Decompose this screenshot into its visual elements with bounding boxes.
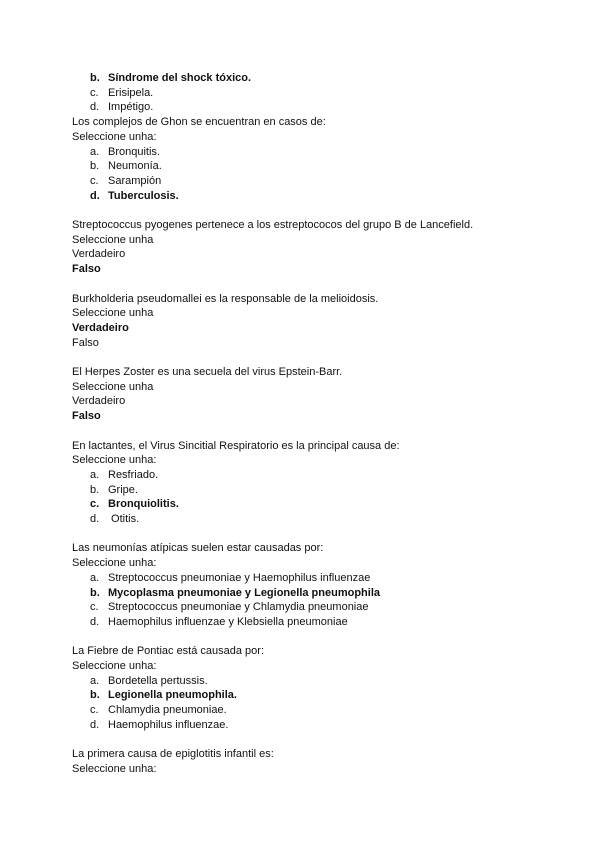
answer-option: c. Erisipela.	[90, 86, 154, 99]
select-prompt: Seleccione unha:	[72, 454, 157, 467]
question-8	[72, 644, 532, 732]
question-text: Los complejos de Ghon se encuentran en casos de:	[72, 116, 326, 129]
quiz-content	[72, 71, 532, 777]
select-prompt: Seleccione unha:	[72, 130, 157, 143]
question-text: La primera causa de epiglotitis infantil es:	[72, 748, 274, 761]
question-1-tail	[72, 71, 532, 115]
select-prompt: Seleccione unha:	[72, 557, 157, 570]
false-option: Falso	[72, 336, 99, 349]
question-text: La Fiebre de Pontiac está causada por:	[72, 645, 265, 658]
question-text: Streptococcus pyogenes pertenece a los estreptococos del grupo B de Lancefield.	[72, 219, 474, 232]
answer-option: b. Legionella pneumophila.	[90, 689, 237, 702]
answer-option: a. Bordetella pertussis.	[90, 674, 208, 687]
false-option: Falso	[72, 410, 101, 423]
question-6	[72, 439, 532, 527]
true-option: Verdadeiro	[72, 395, 126, 408]
question-text: El Herpes Zoster es una secuela del virus Epstein-Barr.	[72, 366, 343, 379]
question-3	[72, 218, 532, 277]
answer-option: d. Haemophilus influenzae.	[90, 718, 229, 731]
question-5	[72, 365, 532, 424]
select-prompt: Seleccione unha:	[72, 660, 157, 673]
question-7	[72, 541, 532, 629]
answer-option: d. Impétigo.	[90, 101, 154, 114]
answer-option: d. Haemophilus influenzae y Klebsiella pneumoniae	[90, 615, 348, 628]
true-option: Verdadeiro	[72, 321, 129, 334]
answer-option: b. Mycoplasma pneumoniae y Legionella pneumophila	[90, 586, 380, 599]
answer-option: d. Tuberculosis.	[90, 189, 179, 202]
answer-option: a. Streptococcus pneumoniae y Haemophilus influenzae	[90, 571, 371, 584]
answer-option: d. Otitis.	[90, 513, 140, 526]
answer-option: c. Streptococcus pneumoniae y Chlamydia pneumoniae	[90, 601, 369, 614]
answer-option: b. Gripe.	[90, 483, 138, 496]
answer-option: c. Chlamydia pneumoniae.	[90, 704, 227, 717]
false-option: Falso	[72, 263, 101, 276]
question-text: Las neumonías atípicas suelen estar causadas por:	[72, 542, 324, 555]
question-text: En lactantes, el Virus Sincitial Respiratorio es la principal causa de:	[72, 439, 400, 452]
select-prompt: Seleccione unha	[72, 307, 154, 320]
true-option: Verdadeiro	[72, 248, 126, 261]
select-prompt: Seleccione unha	[72, 380, 154, 393]
question-9	[72, 747, 532, 776]
select-prompt: Seleccione unha	[72, 233, 154, 246]
select-prompt: Seleccione unha:	[72, 762, 157, 775]
answer-option: c. Bronquiolitis.	[90, 498, 179, 511]
answer-option: a. Bronquitis.	[90, 145, 160, 158]
question-text: Burkholderia pseudomallei es la responsable de la melioidosis.	[72, 292, 379, 305]
answer-option: a. Resfriado.	[90, 468, 159, 481]
answer-option: b. Neumonía.	[90, 160, 162, 173]
answer-option: c. Sarampión	[90, 174, 162, 187]
question-2	[72, 115, 532, 203]
question-4	[72, 292, 532, 351]
answer-option: b. Síndrome del shock tóxico.	[90, 72, 252, 84]
